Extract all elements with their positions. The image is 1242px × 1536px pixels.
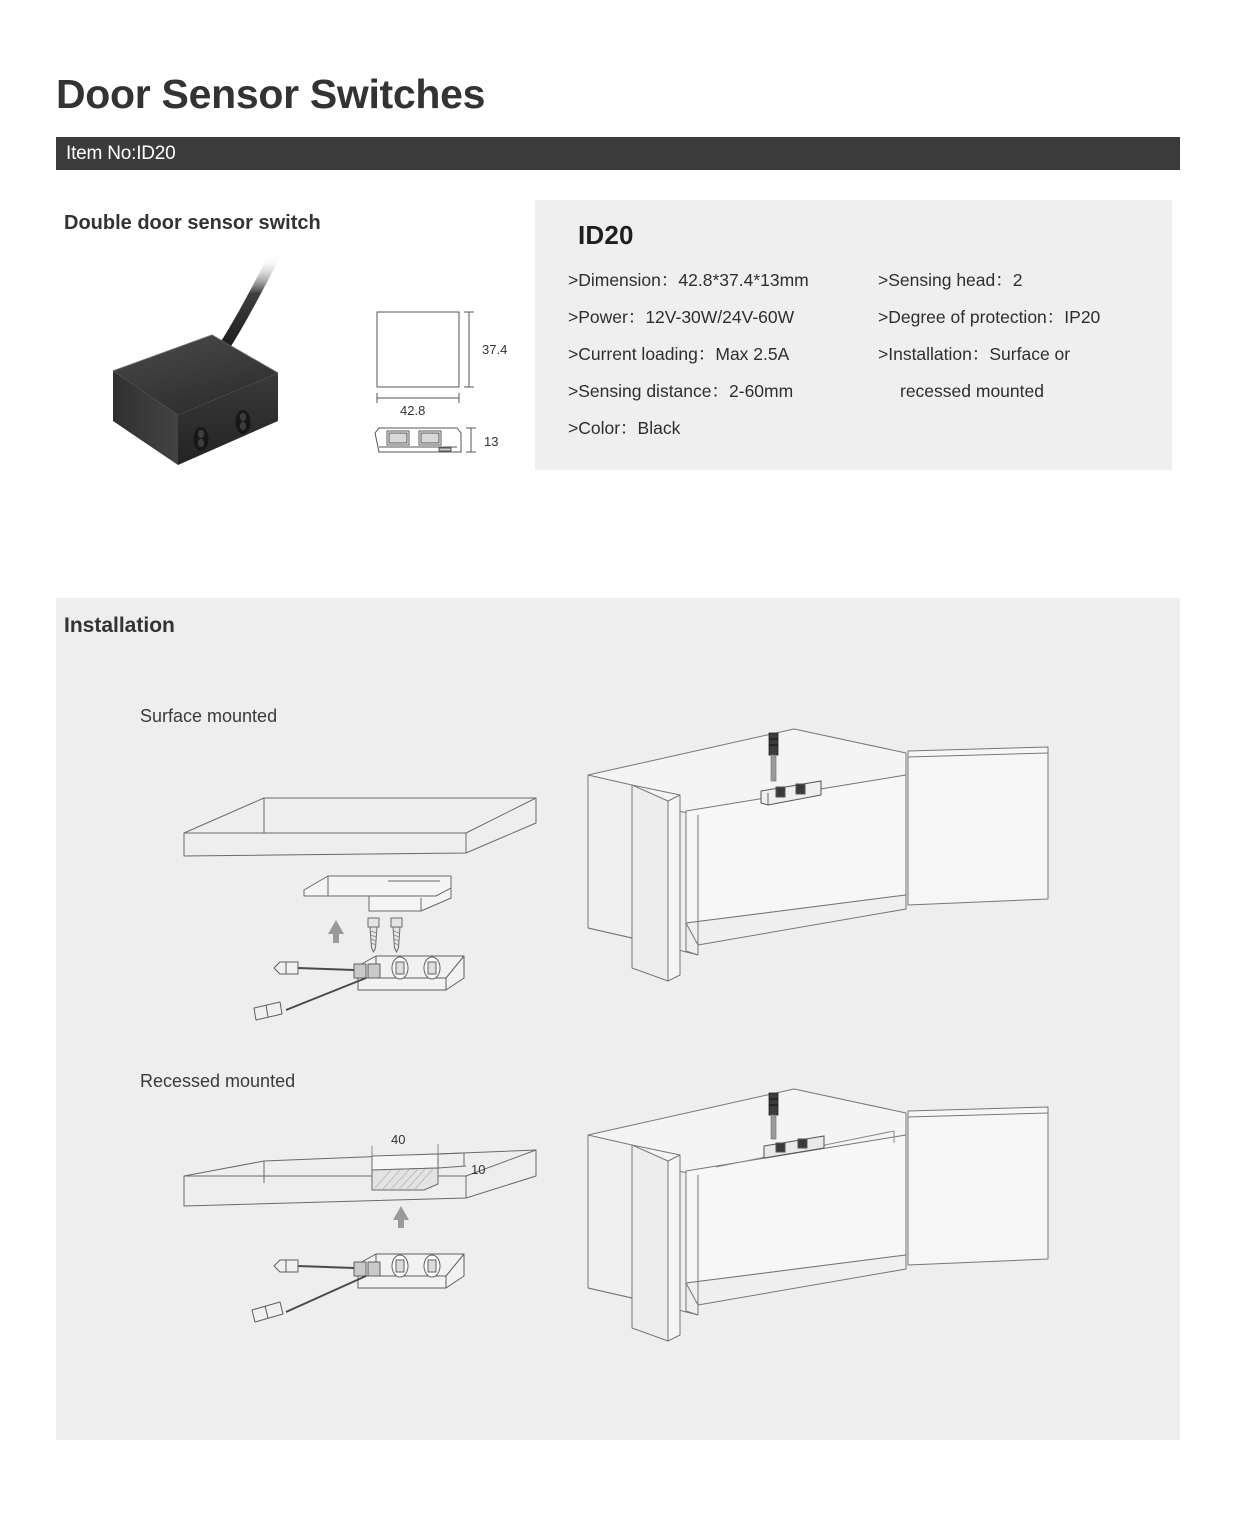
dim-width-label: 42.8 — [400, 403, 426, 418]
dimension-drawings — [365, 300, 515, 480]
screw-1 — [368, 918, 379, 952]
product-heading: Double door sensor switch — [64, 212, 321, 234]
spec-item-color: >Color：Black — [568, 418, 681, 438]
dim-height-label: 37.4 — [482, 342, 508, 357]
item-number-bar — [56, 137, 1180, 170]
item-number-label: Item No:ID20 — [66, 143, 176, 164]
cabinet-left-side — [588, 775, 632, 938]
top-view-rect — [377, 312, 459, 387]
assembly-direction-arrow — [393, 1206, 409, 1228]
recessed-panel — [184, 1150, 536, 1206]
sensor-module — [254, 956, 464, 1020]
spec-model-title: ID20 — [578, 220, 634, 250]
cutout-width-label: 40 — [391, 1132, 406, 1147]
cutout-depth-label: 10 — [471, 1162, 486, 1177]
dim-thickness-label: 13 — [484, 434, 499, 449]
shelf-panel — [184, 798, 536, 856]
recessed-mounted-label: Recessed mounted — [140, 1071, 296, 1091]
product-photo — [60, 243, 390, 483]
spec-item-protection-degree: >Degree of protection：IP20 — [878, 307, 1101, 327]
installation-panel — [56, 598, 1180, 1440]
spec-column-right — [878, 262, 1168, 410]
cabinet-left-door — [632, 1145, 668, 1341]
cutout-opening — [372, 1154, 438, 1170]
assembly-direction-arrow — [328, 920, 344, 943]
spec-panel — [535, 200, 1172, 470]
cabinet-right-door — [908, 747, 1048, 905]
cabinet-left-door — [632, 785, 668, 981]
spec-item-dimension: >Dimension：42.8*37.4*13mm — [568, 270, 809, 290]
screw-2 — [391, 918, 402, 952]
spec-item-sensing-head: >Sensing head：2 — [878, 270, 1023, 290]
sensor-module — [252, 1254, 464, 1322]
spec-item-power: >Power：12V-30W/24V-60W — [568, 307, 795, 327]
spec-item-installation: >Installation：Surface or — [878, 344, 1071, 364]
cabinet-left-side — [588, 1135, 632, 1298]
spec-column-left — [568, 262, 898, 447]
cabinet-right-door — [908, 1107, 1048, 1265]
spec-item-sensing-distance: >Sensing distance：2-60mm — [568, 381, 794, 401]
page-title: Door Sensor Switches — [56, 71, 486, 117]
recessed-mounted-cabinet-diagram — [576, 1083, 1076, 1413]
surface-mounted-exploded-diagram — [176, 778, 596, 1028]
recessed-mounted-exploded-diagram — [176, 1132, 596, 1351]
surface-mounted-cabinet-diagram — [576, 723, 1076, 1053]
spec-item-current-loading: >Current loading：Max 2.5A — [568, 344, 790, 364]
surface-mounted-label: Surface mounted — [140, 706, 278, 726]
spec-item-installation-cont: recessed mounted — [900, 381, 1044, 401]
installation-title: Installation — [64, 614, 175, 637]
